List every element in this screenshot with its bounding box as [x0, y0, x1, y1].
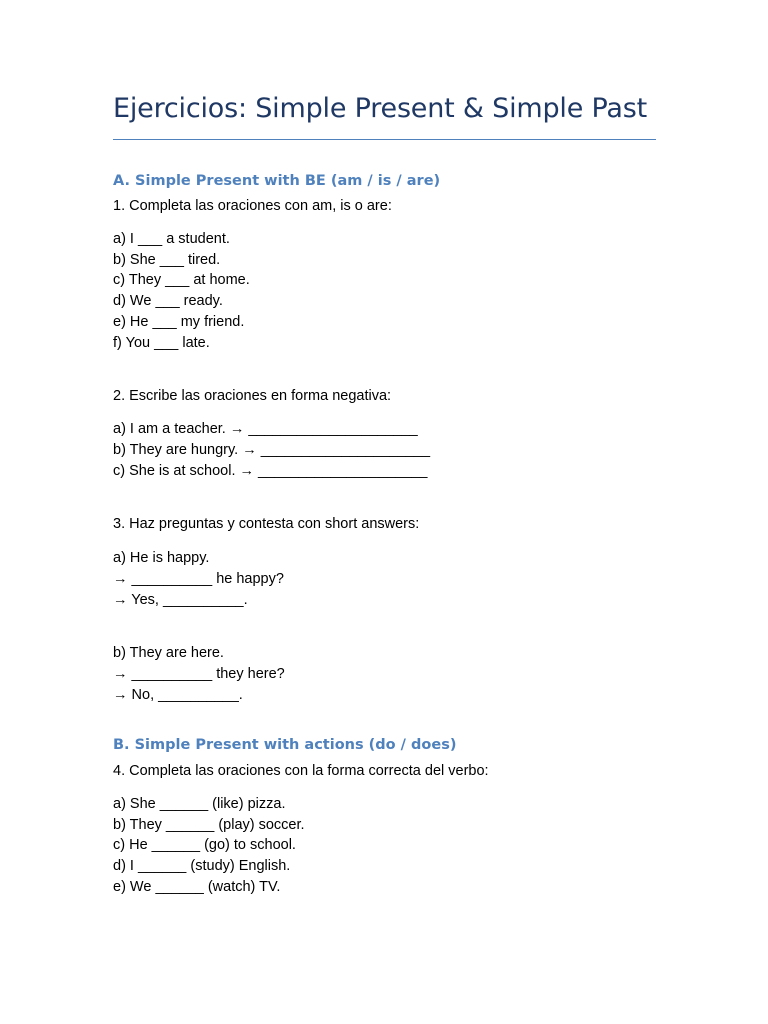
section-b-heading: B. Simple Present with actions (do / does): [113, 737, 457, 753]
exercise-1-item-c: c) They ___ at home.: [113, 272, 250, 288]
exercise-3-item-b-answer: → No, __________.: [113, 687, 243, 703]
exercise-4-item-b: b) They ______ (play) soccer.: [113, 817, 305, 833]
exercise-3-item-a: a) He is happy.: [113, 550, 210, 566]
exercise-3-prompt: 3. Haz preguntas y contesta con short answers:: [113, 516, 420, 532]
exercise-1-item-f: f) You ___ late.: [113, 335, 210, 351]
title-divider: [113, 139, 656, 140]
exercise-2-item-a: a) I am a teacher. → _____________________: [113, 421, 418, 437]
exercise-4-item-e: e) We ______ (watch) TV.: [113, 879, 281, 895]
exercise-2-item-c: c) She is at school. → _____________________: [113, 463, 428, 479]
exercise-1-item-b: b) She ___ tired.: [113, 252, 221, 268]
exercise-4-item-c: c) He ______ (go) to school.: [113, 837, 296, 853]
exercise-4-item-a: a) She ______ (like) pizza.: [113, 796, 286, 812]
exercise-2-item-b: b) They are hungry. → _____________________: [113, 442, 431, 458]
exercise-1-item-e: e) He ___ my friend.: [113, 314, 245, 330]
document-title: Ejercicios: Simple Present & Simple Past: [113, 93, 647, 124]
exercise-2-prompt: 2. Escribe las oraciones en forma negativa:: [113, 388, 392, 404]
exercise-3-item-a-answer: → Yes, __________.: [113, 592, 248, 608]
exercise-4-prompt: 4. Completa las oraciones con la forma correcta del verbo:: [113, 763, 489, 779]
exercise-3-item-a-question: → __________ he happy?: [113, 571, 284, 587]
exercise-1-item-a: a) I ___ a student.: [113, 231, 230, 247]
exercise-1-prompt: 1. Completa las oraciones con am, is o are:: [113, 198, 392, 214]
section-a-heading: A. Simple Present with BE (am / is / are): [113, 173, 441, 189]
exercise-1-item-d: d) We ___ ready.: [113, 293, 223, 309]
exercise-4-item-d: d) I ______ (study) English.: [113, 858, 291, 874]
exercise-3-item-b: b) They are here.: [113, 645, 224, 661]
exercise-3-item-b-question: → __________ they here?: [113, 666, 285, 682]
